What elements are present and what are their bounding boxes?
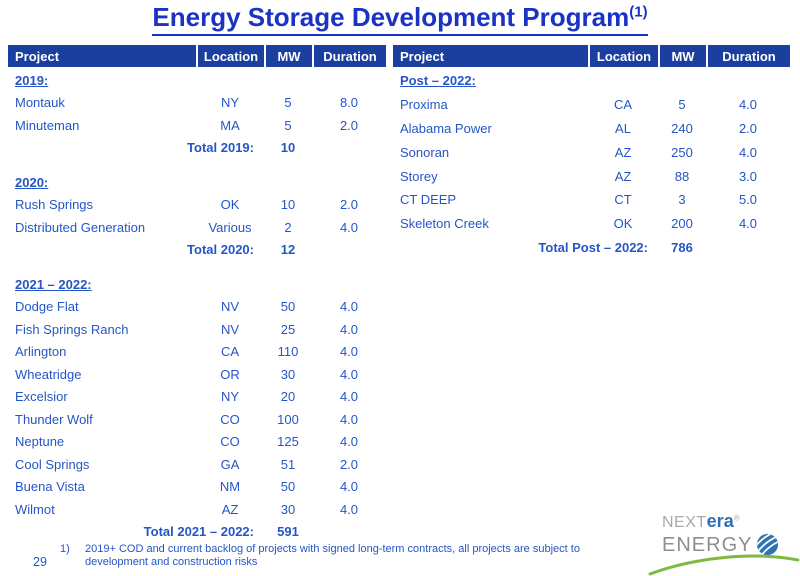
duration-cell: 4.0 <box>738 216 758 232</box>
logo-text-energy: ENERGY <box>662 533 753 556</box>
logo-text-era: era <box>706 511 734 531</box>
section-row <box>8 171 386 194</box>
footnote <box>60 543 580 568</box>
mw-cell: 110 <box>277 344 299 360</box>
location-cell: AZ <box>221 501 239 517</box>
duration-cell: 2.0 <box>339 117 359 133</box>
footnote-text <box>85 543 580 568</box>
slide-title <box>0 2 800 36</box>
project-cell: Proxima <box>400 97 448 113</box>
location-cell: CA <box>613 97 633 113</box>
total-label: Total 2019: <box>187 140 254 156</box>
column-header-location: Location <box>196 45 264 67</box>
footnote-marker: 1) <box>60 543 70 555</box>
project-cell: Cool Springs <box>15 456 90 472</box>
location-cell: OK <box>613 216 633 232</box>
table-row <box>8 341 386 364</box>
duration-cell: 4.0 <box>738 144 758 160</box>
location-cell: AL <box>615 120 631 136</box>
location-cell: OR <box>220 366 240 382</box>
mw-cell: 250 <box>671 144 693 160</box>
duration-cell: 2.0 <box>738 120 758 136</box>
projects-table-left <box>8 45 386 543</box>
column-header-duration: Duration <box>706 45 790 67</box>
project-cell: Fish Springs Ranch <box>15 321 129 337</box>
mw-cell: 88 <box>674 168 690 184</box>
location-cell: AZ <box>614 168 632 184</box>
location-cell: CA <box>220 344 240 360</box>
location-cell: Various <box>208 219 252 235</box>
table-row <box>8 216 386 239</box>
duration-cell: 4.0 <box>339 411 359 427</box>
mw-cell: 125 <box>277 434 299 450</box>
table-header-row <box>393 45 790 67</box>
mw-cell: 5 <box>284 95 292 111</box>
total-value: 12 <box>280 242 296 258</box>
total-value: 591 <box>277 524 299 540</box>
total-label: Total 2021 – 2022: <box>143 524 254 540</box>
duration-cell: 4.0 <box>339 434 359 450</box>
duration-cell: 2.0 <box>339 456 359 472</box>
project-cell: Rush Springs <box>15 197 94 213</box>
column-header-project: Project <box>400 48 445 64</box>
section-heading: 2019: <box>15 72 49 88</box>
location-cell: NY <box>220 95 240 111</box>
location-cell: AZ <box>614 144 632 160</box>
project-cell: Distributed Generation <box>15 219 146 235</box>
mw-cell: 5 <box>678 97 686 113</box>
section-gap <box>8 261 386 271</box>
mw-cell: 51 <box>280 456 296 472</box>
location-cell: NY <box>220 389 240 405</box>
mw-cell: 240 <box>671 120 693 136</box>
location-cell: GA <box>220 456 240 472</box>
section-gap <box>8 159 386 169</box>
duration-cell: 4.0 <box>339 344 359 360</box>
project-cell: Arlington <box>15 344 67 360</box>
duration-cell: 4.0 <box>339 366 359 382</box>
table-row <box>8 386 386 409</box>
green-arc-swoosh-icon <box>648 549 800 576</box>
duration-cell: 5.0 <box>738 192 758 208</box>
project-cell: Minuteman <box>15 117 80 133</box>
project-cell: Storey <box>400 168 438 184</box>
duration-cell: 4.0 <box>339 299 359 315</box>
mw-cell: 5 <box>284 117 292 133</box>
section-row <box>393 69 790 93</box>
column-header-mw: MW <box>264 45 312 67</box>
table-row <box>8 114 386 137</box>
total-row <box>8 137 386 160</box>
mw-cell: 50 <box>280 479 296 495</box>
title-underline <box>152 3 647 36</box>
project-cell: Excelsior <box>15 389 68 405</box>
location-cell: OK <box>220 197 240 213</box>
total-value: 786 <box>671 239 693 255</box>
footnote-line-1: 2019+ COD and current backlog of projects with signed long-term contracts, all projects are subject to <box>85 543 580 555</box>
section-heading: Post – 2022: <box>400 73 476 89</box>
table-row <box>8 318 386 341</box>
registered-trademark-icon: ® <box>733 513 740 523</box>
table-row <box>393 140 790 164</box>
mw-cell: 100 <box>277 411 299 427</box>
mw-cell: 50 <box>280 299 296 315</box>
total-label: Total 2020: <box>187 242 254 258</box>
duration-cell: 8.0 <box>339 95 359 111</box>
title-superscript: (1) <box>629 3 648 21</box>
duration-cell: 3.0 <box>738 168 758 184</box>
duration-cell: 2.0 <box>339 197 359 213</box>
project-cell: Thunder Wolf <box>15 411 93 427</box>
section-row <box>8 69 386 92</box>
table-row <box>8 363 386 386</box>
table-row <box>8 296 386 319</box>
column-header-project: Project <box>15 48 60 64</box>
location-cell: NV <box>220 321 240 337</box>
mw-cell: 30 <box>280 501 296 517</box>
table-row <box>393 212 790 236</box>
title-text: Energy Storage Development Program <box>152 2 630 32</box>
project-cell: Sonoran <box>400 144 450 160</box>
table-row <box>8 194 386 217</box>
table-row <box>8 453 386 476</box>
location-cell: CO <box>220 434 240 450</box>
mw-cell: 200 <box>671 216 693 232</box>
mw-cell: 3 <box>678 192 686 208</box>
mw-cell: 2 <box>284 219 292 235</box>
project-cell: Buena Vista <box>15 479 85 495</box>
table-row <box>393 188 790 212</box>
footnote-line-2: development and construction risks <box>85 555 258 568</box>
table-row <box>8 498 386 521</box>
table-row <box>8 431 386 454</box>
table-row <box>8 92 386 115</box>
location-cell: MA <box>220 117 240 133</box>
section-heading: 2020: <box>15 174 49 190</box>
page-number: 29 <box>33 555 47 569</box>
project-cell: Skeleton Creek <box>400 216 489 232</box>
logo-line-1 <box>662 512 780 531</box>
column-header-location: Location <box>588 45 658 67</box>
mw-cell: 20 <box>280 389 296 405</box>
column-header-duration: Duration <box>312 45 386 67</box>
mw-cell: 25 <box>280 321 296 337</box>
total-label: Total Post – 2022: <box>538 239 648 255</box>
mw-cell: 10 <box>280 197 296 213</box>
table-row <box>393 164 790 188</box>
total-row <box>8 521 386 544</box>
location-cell: CO <box>220 411 240 427</box>
duration-cell: 4.0 <box>339 501 359 517</box>
section-row <box>8 273 386 296</box>
table-row <box>393 93 790 117</box>
logo-text-next: NEXT <box>662 514 707 531</box>
project-cell: Neptune <box>15 434 65 450</box>
column-header-mw: MW <box>658 45 706 67</box>
duration-cell: 4.0 <box>339 389 359 405</box>
section-heading: 2021 – 2022: <box>15 276 92 292</box>
project-cell: Dodge Flat <box>15 299 79 315</box>
total-value: 10 <box>280 140 296 156</box>
project-cell: Wilmot <box>15 501 55 517</box>
total-row <box>8 239 386 262</box>
location-cell: NV <box>220 299 240 315</box>
duration-cell: 4.0 <box>339 479 359 495</box>
location-cell: NM <box>219 479 241 495</box>
duration-cell: 4.0 <box>738 97 758 113</box>
location-cell: CT <box>614 192 632 208</box>
table-row <box>8 408 386 431</box>
project-cell: Alabama Power <box>400 120 492 136</box>
table-row <box>8 476 386 499</box>
duration-cell: 4.0 <box>339 321 359 337</box>
mw-cell: 30 <box>280 366 296 382</box>
table-row <box>393 117 790 141</box>
project-cell: CT DEEP <box>400 192 457 208</box>
total-row <box>393 236 790 260</box>
project-cell: Wheatridge <box>15 366 82 382</box>
projects-table-right <box>393 45 790 259</box>
table-header-row <box>8 45 386 67</box>
project-cell: Montauk <box>15 95 65 111</box>
duration-cell: 4.0 <box>339 219 359 235</box>
